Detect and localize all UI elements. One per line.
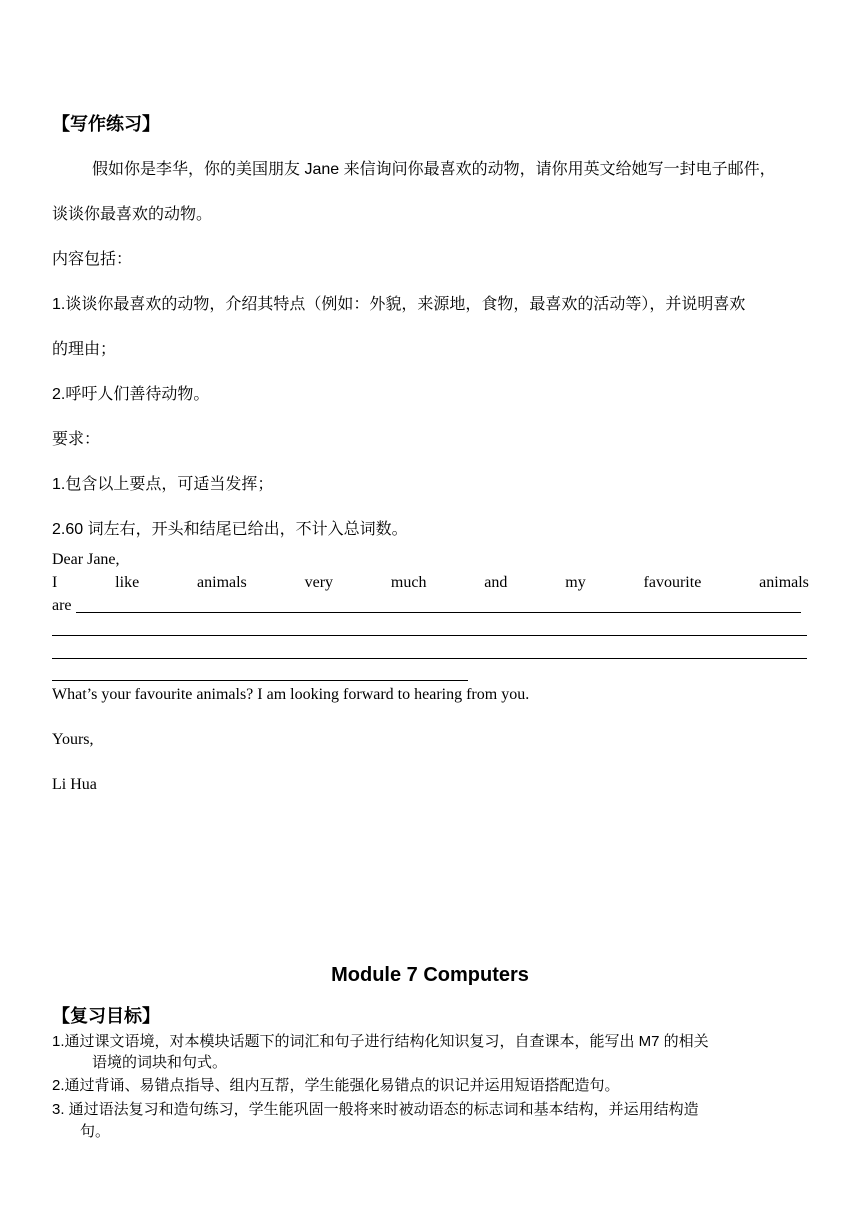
answer-line[interactable] (52, 635, 807, 636)
opening-word: my (565, 574, 586, 591)
writing-heading: 【写作练习】 (52, 114, 160, 134)
letter-sign-off: Yours, (52, 731, 94, 748)
goal-3-line-1: 3. 通过语法复习和造句练习，学生能巩固一般将来时被动语态的标志词和基本结构，并运用结构造 (52, 1101, 699, 1118)
letter-signature: Li Hua (52, 776, 97, 793)
prompt-line-1: 假如你是李华，你的美国朋友 Jane 来信询问你最喜欢的动物，请你用英文给她写一封电子邮件， (92, 161, 776, 178)
letter-greeting: Dear Jane, (52, 551, 120, 568)
opening-word: favourite (643, 574, 702, 591)
letter-opening-line (52, 574, 809, 592)
opening-word: animals (759, 574, 809, 591)
answer-line[interactable] (76, 612, 801, 613)
requirement-1: 1.包含以上要点，可适当发挥； (52, 476, 274, 493)
goal-3-line-2: 句。 (80, 1123, 111, 1140)
opening-word: animals (197, 574, 247, 591)
answer-line[interactable] (52, 658, 807, 659)
goal-1-line-1: 1.通过课文语境，对本模块话题下的词汇和句子进行结构化知识复习，自查课本，能写出 M7 的相关 (52, 1033, 709, 1050)
goals-heading: 【复习目标】 (52, 1006, 160, 1026)
content-item-1-line-1: 1.谈谈你最喜欢的动物，介绍其特点（例如：外貌，来源地，食物，最喜欢的活动等），并说明喜欢 (52, 296, 746, 313)
requirements-label: 要求： (52, 431, 101, 448)
letter-opening-end: are (52, 597, 72, 614)
opening-word: very (304, 574, 334, 591)
opening-word: much (390, 574, 427, 591)
letter-closing-sentence: What’s your favourite animals? I am looking forward to hearing from you. (52, 686, 530, 703)
prompt-line-2: 谈谈你最喜欢的动物。 (52, 206, 213, 223)
answer-line[interactable] (52, 680, 468, 681)
requirement-2: 2.60 词左右，开头和结尾已给出，不计入总词数。 (52, 521, 408, 538)
opening-word: and (484, 574, 508, 591)
opening-word: I (52, 574, 58, 591)
opening-word: like (115, 574, 140, 591)
goal-2: 2.通过背诵、易错点指导、组内互帮，学生能强化易错点的识记并运用短语搭配造句。 (52, 1077, 620, 1094)
module-title: Module 7 Computers (331, 964, 529, 986)
content-item-1-line-2: 的理由； (52, 341, 117, 358)
goal-1-line-2: 语境的词块和句式。 (92, 1054, 228, 1071)
content-label: 内容包括： (52, 251, 133, 268)
content-item-2: 2.呼吁人们善待动物。 (52, 386, 210, 403)
